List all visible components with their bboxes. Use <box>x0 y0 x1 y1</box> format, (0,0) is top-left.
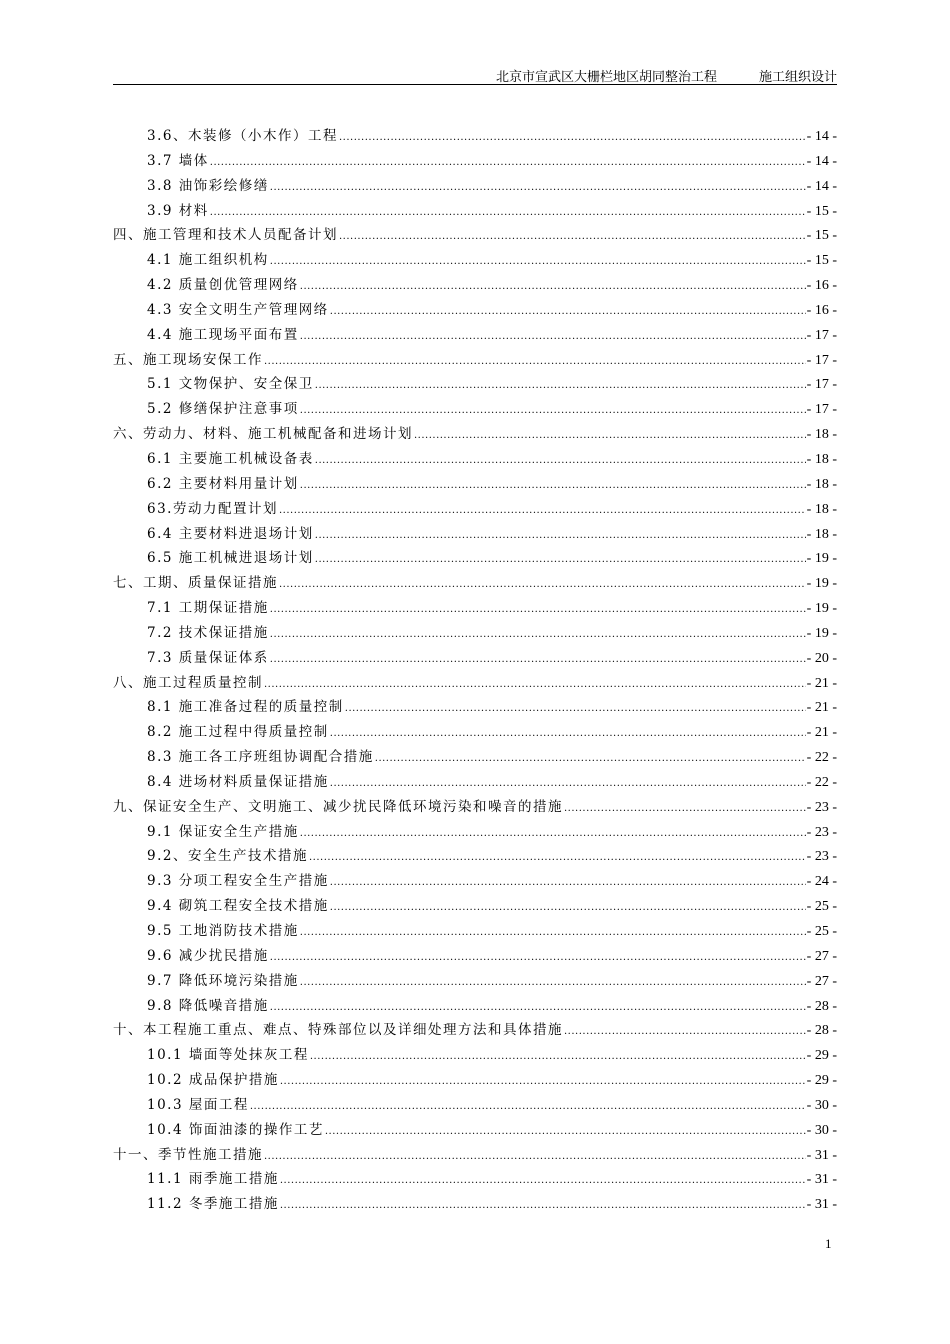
toc-entry-label: 八、施工过程质量控制 <box>113 674 263 691</box>
toc-entry-label: 6.1 主要施工机械设备表 <box>147 450 314 467</box>
toc-entry-page: - 19 - <box>806 601 837 617</box>
page-header <box>113 64 837 85</box>
toc-entry[interactable] <box>113 1118 837 1143</box>
toc-entry[interactable] <box>113 422 837 447</box>
toc-dot-leader <box>270 952 806 963</box>
toc-entry-label: 10.3 屋面工程 <box>147 1096 249 1113</box>
toc-entry-label: 10.2 成品保护措施 <box>147 1072 279 1089</box>
toc-entry-page: - 21 - <box>806 725 837 741</box>
toc-entry-page: - 19 - <box>806 576 837 592</box>
toc-entry-label: 十一、季节性施工措施 <box>113 1146 263 1163</box>
toc-entry-page: - 17 - <box>806 402 837 418</box>
toc-entry[interactable] <box>113 1167 837 1192</box>
toc-dot-leader <box>280 1175 806 1186</box>
toc-entry[interactable] <box>113 372 837 397</box>
toc-entry-page: - 17 - <box>806 327 837 343</box>
toc-entry-page: - 15 - <box>806 203 837 219</box>
toc-entry[interactable] <box>113 199 837 224</box>
toc-entry-page: - 22 - <box>806 774 837 790</box>
toc-entry[interactable] <box>113 1143 837 1168</box>
toc-entry-label: 11.1 雨季施工措施 <box>147 1171 279 1188</box>
toc-dot-leader <box>315 455 806 466</box>
toc-entry-page: - 21 - <box>806 700 837 716</box>
toc-entry[interactable] <box>113 944 837 969</box>
toc-entry-label: 3.8 油饰彩绘修缮 <box>147 177 269 194</box>
toc-entry-page: - 24 - <box>806 874 837 890</box>
toc-entry[interactable] <box>113 795 837 820</box>
toc-entry-page: - 28 - <box>806 1023 837 1039</box>
toc-dot-leader <box>210 157 806 168</box>
toc-entry[interactable] <box>113 323 837 348</box>
toc-dot-leader <box>270 654 806 665</box>
toc-dot-leader <box>300 828 806 839</box>
toc-dot-leader <box>339 132 806 143</box>
toc-entry[interactable] <box>113 1093 837 1118</box>
toc-entry-page: - 31 - <box>806 1197 837 1213</box>
toc-dot-leader <box>280 1076 806 1087</box>
toc-dot-leader <box>330 778 806 789</box>
toc-entry[interactable] <box>113 621 837 646</box>
toc-entry[interactable] <box>113 671 837 696</box>
toc-dot-leader <box>325 1126 806 1137</box>
toc-dot-leader <box>300 405 806 416</box>
toc-entry[interactable] <box>113 1068 837 1093</box>
toc-dot-leader <box>315 380 806 391</box>
toc-entry-label: 五、施工现场安保工作 <box>113 351 263 368</box>
toc-entry[interactable] <box>113 174 837 199</box>
toc-entry-page: - 18 - <box>806 526 837 542</box>
toc-entry[interactable] <box>113 124 837 149</box>
toc-dot-leader <box>414 430 806 441</box>
toc-dot-leader <box>300 281 806 292</box>
toc-entry-label: 3.6、木装修（小木作）工程 <box>147 128 338 144</box>
toc-entry[interactable] <box>113 223 837 248</box>
toc-dot-leader <box>270 256 806 267</box>
toc-dot-leader <box>300 927 806 938</box>
toc-dot-leader <box>330 728 806 739</box>
toc-entry[interactable] <box>113 869 837 894</box>
toc-entry[interactable] <box>113 522 837 547</box>
toc-entry-label: 4.4 施工现场平面布置 <box>147 326 299 343</box>
toc-entry-label: 8.4 进场材料质量保证措施 <box>147 773 329 790</box>
toc-entry-label: 4.2 质量创优管理网络 <box>147 277 299 294</box>
toc-entry-label: 十、本工程施工重点、难点、特殊部位以及详细处理方法和具体措施 <box>113 1022 563 1039</box>
toc-entry-page: - 17 - <box>806 377 837 393</box>
toc-entry-label: 3.9 材料 <box>147 202 209 219</box>
toc-entry-label: 9.6 减少扰民措施 <box>147 947 269 964</box>
toc-dot-leader <box>300 331 806 342</box>
toc-entry-label: 9.2、安全生产技术措施 <box>147 848 308 865</box>
toc-entry-page: - 19 - <box>806 625 837 641</box>
toc-entry-label: 8.1 施工准备过程的质量控制 <box>147 699 344 716</box>
toc-entry-page: - 27 - <box>806 973 837 989</box>
toc-entry-label: 7.1 工期保证措施 <box>147 600 269 617</box>
toc-entry-label: 9.8 降低噪音措施 <box>147 997 269 1014</box>
toc-entry[interactable] <box>113 546 837 571</box>
toc-dot-leader <box>250 1101 806 1112</box>
toc-entry-page: - 18 - <box>806 451 837 467</box>
toc-dot-leader <box>270 629 806 640</box>
toc-entry[interactable] <box>113 844 837 869</box>
toc-entry-page: - 19 - <box>806 551 837 567</box>
toc-entry-page: - 14 - <box>806 153 837 169</box>
toc-dot-leader <box>264 1151 806 1162</box>
toc-entry-label: 5.1 文物保护、安全保卫 <box>147 376 314 393</box>
toc-entry[interactable] <box>113 273 837 298</box>
toc-dot-leader <box>330 902 806 913</box>
toc-entry-label: 9.4 砌筑工程安全技术措施 <box>147 898 329 915</box>
toc-dot-leader <box>339 231 806 242</box>
toc-entry-label: 11.2 冬季施工措施 <box>147 1196 279 1213</box>
toc-entry[interactable] <box>113 248 837 273</box>
toc-entry[interactable] <box>113 149 837 174</box>
toc-entry-label: 九、保证安全生产、文明施工、减少扰民降低环境污染和噪音的措施 <box>113 798 563 815</box>
toc-entry-page: - 18 - <box>806 501 837 517</box>
toc-entry-label: 6.2 主要材料用量计划 <box>147 475 299 492</box>
toc-entry-page: - 16 - <box>806 278 837 294</box>
toc-entry[interactable] <box>113 770 837 795</box>
toc-entry-label: 6.4 主要材料进退场计划 <box>147 525 314 542</box>
toc-dot-leader <box>309 852 806 863</box>
toc-dot-leader <box>315 530 806 541</box>
toc-entry[interactable] <box>113 745 837 770</box>
toc-entry-label: 10.4 饰面油漆的操作工艺 <box>147 1121 324 1138</box>
toc-entry[interactable] <box>113 969 837 994</box>
toc-dot-leader <box>300 977 806 988</box>
toc-dot-leader <box>310 1051 806 1062</box>
toc-entry-page: - 18 - <box>806 476 837 492</box>
toc-dot-leader <box>279 505 806 516</box>
toc-entry-page: - 31 - <box>806 1147 837 1163</box>
toc-entry-label: 9.1 保证安全生产措施 <box>147 823 299 840</box>
page-number: 1 <box>825 1236 832 1251</box>
toc-entry[interactable] <box>113 646 837 671</box>
toc-entry[interactable] <box>113 695 837 720</box>
toc-entry[interactable] <box>113 348 837 373</box>
toc-entry[interactable] <box>113 994 837 1019</box>
toc-entry-page: - 14 - <box>806 178 837 194</box>
toc-entry-page: - 15 - <box>806 228 837 244</box>
toc-entry[interactable] <box>113 919 837 944</box>
toc-dot-leader <box>345 703 806 714</box>
toc-dot-leader <box>375 753 806 764</box>
toc-dot-leader <box>264 679 806 690</box>
toc-entry-label: 5.2 修缮保护注意事项 <box>147 401 299 418</box>
toc-entry[interactable] <box>113 820 837 845</box>
toc-entry-page: - 22 - <box>806 750 837 766</box>
toc-entry[interactable] <box>113 894 837 919</box>
toc-entry[interactable] <box>113 596 837 621</box>
toc-entry-label: 3.7 墙体 <box>147 152 209 169</box>
toc-dot-leader <box>264 356 806 367</box>
toc-entry-label: 7.2 技术保证措施 <box>147 624 269 641</box>
toc-entry-page: - 29 - <box>806 1048 837 1064</box>
toc-entry[interactable] <box>113 1018 837 1043</box>
toc-dot-leader <box>564 803 806 814</box>
toc-dot-leader <box>270 1002 806 1013</box>
toc-entry-label: 9.7 降低环境污染措施 <box>147 972 299 989</box>
toc-entry[interactable] <box>113 472 837 497</box>
toc-entry-page: - 16 - <box>806 302 837 318</box>
toc-entry[interactable] <box>113 397 837 422</box>
toc-entry-page: - 30 - <box>806 1122 837 1138</box>
toc-entry-page: - 18 - <box>806 427 837 443</box>
toc-entry-label: 8.3 施工各工序班组协调配合措施 <box>147 749 374 766</box>
table-of-contents <box>113 124 837 1217</box>
toc-entry-label: 六、劳动力、材料、施工机械配备和进场计划 <box>113 426 413 443</box>
toc-dot-leader <box>279 579 806 590</box>
toc-entry-label: 7.3 质量保证体系 <box>147 649 269 666</box>
toc-entry-page: - 25 - <box>806 899 837 915</box>
header-project-title: 北京市宣武区大栅栏地区胡同整治工程 <box>495 70 717 85</box>
toc-entry-label: 10.1 墙面等处抹灰工程 <box>147 1047 309 1064</box>
toc-dot-leader <box>564 1026 806 1037</box>
toc-entry[interactable] <box>113 1192 837 1217</box>
toc-entry-page: - 28 - <box>806 998 837 1014</box>
toc-entry[interactable] <box>113 1043 837 1068</box>
toc-dot-leader <box>270 604 806 615</box>
toc-entry-page: - 30 - <box>806 1097 837 1113</box>
toc-entry-page: - 17 - <box>806 352 837 368</box>
toc-entry-page: - 29 - <box>806 1073 837 1089</box>
toc-entry-label: 七、工期、质量保证措施 <box>113 575 278 592</box>
header-document-title: 施工组织设计 <box>758 70 837 85</box>
toc-dot-leader <box>300 480 806 491</box>
toc-entry-label: 9.3 分项工程安全生产措施 <box>147 873 329 890</box>
toc-entry-page: - 20 - <box>806 650 837 666</box>
toc-entry[interactable] <box>113 298 837 323</box>
toc-entry-label: 四、施工管理和技术人员配备计划 <box>113 227 338 244</box>
toc-entry[interactable] <box>113 497 837 522</box>
toc-dot-leader <box>315 554 806 565</box>
toc-entry-page: - 14 - <box>806 129 837 144</box>
toc-entry-page: - 23 - <box>806 824 837 840</box>
toc-entry-page: - 27 - <box>806 948 837 964</box>
toc-entry-page: - 23 - <box>806 799 837 815</box>
toc-dot-leader <box>280 1200 806 1211</box>
toc-dot-leader <box>330 306 806 317</box>
toc-entry[interactable] <box>113 447 837 472</box>
toc-entry[interactable] <box>113 571 837 596</box>
toc-entry-label: 6.5 施工机械进退场计划 <box>147 550 314 567</box>
toc-entry-label: 4.3 安全文明生产管理网络 <box>147 301 329 318</box>
toc-entry-label: 63.劳动力配置计划 <box>147 500 278 517</box>
toc-entry-label: 4.1 施工组织机构 <box>147 252 269 269</box>
toc-entry[interactable] <box>113 720 837 745</box>
toc-dot-leader <box>270 182 806 193</box>
toc-entry-page: - 21 - <box>806 675 837 691</box>
toc-entry-label: 8.2 施工过程中得质量控制 <box>147 724 329 741</box>
toc-dot-leader <box>210 207 806 218</box>
toc-entry-page: - 15 - <box>806 253 837 269</box>
toc-entry-page: - 25 - <box>806 924 837 939</box>
toc-entry-label: 9.5 工地消防技术措施 <box>147 923 299 939</box>
toc-entry-page: - 31 - <box>806 1172 837 1188</box>
toc-entry-page: - 23 - <box>806 849 837 865</box>
toc-dot-leader <box>330 877 806 888</box>
